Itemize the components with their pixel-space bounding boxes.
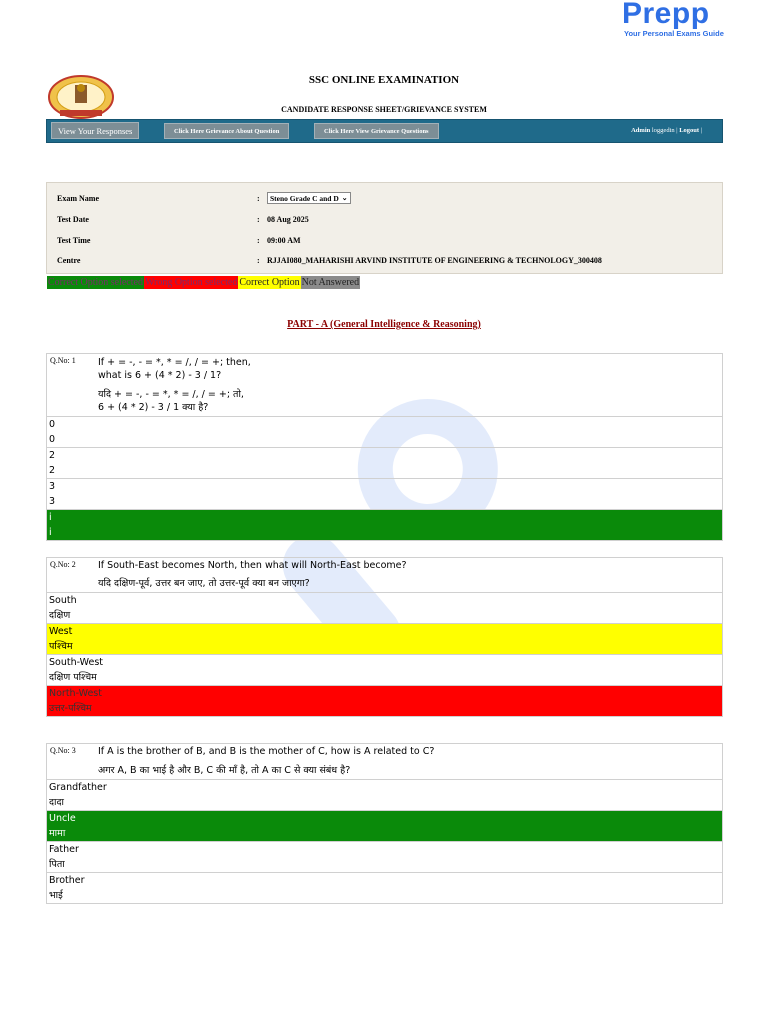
separator: |	[676, 127, 678, 134]
test-date-value: 08 Aug 2025	[267, 214, 309, 224]
colon: :	[257, 214, 260, 224]
test-time-value: 09:00 AM	[267, 235, 301, 245]
option-row[interactable]	[47, 873, 722, 903]
option-row-correct-selected[interactable]	[47, 811, 722, 842]
legend-not-answered: Not Answered	[301, 277, 360, 288]
option-text-en: 3	[49, 481, 56, 492]
option-text-en: Father	[49, 844, 79, 855]
question-header	[47, 558, 722, 593]
brand-tagline: Your Personal Exams Guide	[624, 29, 724, 38]
option-text-en: 2	[49, 450, 56, 461]
option-text-hi: 2	[49, 465, 56, 476]
grievance-about-question-button[interactable]: Click Here Grievance About Question	[164, 123, 289, 139]
option-text-en: i	[49, 512, 52, 523]
question-number: Q.No: 1	[50, 356, 76, 365]
nav-bar	[46, 119, 723, 143]
legend-wrong-selected: Wrong Option selected	[144, 277, 238, 288]
option-text-hi: 0	[49, 434, 56, 445]
question-block-1	[46, 353, 723, 541]
question-text-en: If A is the brother of B, and B is the mother of C, how is A related to C?	[98, 746, 435, 757]
question-header	[47, 354, 722, 417]
option-text-hi: दक्षिण	[49, 610, 71, 621]
option-row[interactable]	[47, 593, 722, 624]
option-row-wrong-selected[interactable]	[47, 686, 722, 716]
question-line: what is 6 + (4 * 2) - 3 / 1?	[98, 370, 222, 381]
colon: :	[257, 255, 260, 265]
option-text-hi: पिता	[49, 859, 65, 870]
option-row[interactable]	[47, 448, 722, 479]
test-date-label: Test Date	[57, 214, 89, 224]
view-grievance-questions-button[interactable]: Click Here View Grievance Questions	[314, 123, 439, 139]
option-text-en: West	[49, 626, 73, 637]
test-time-label: Test Time	[57, 235, 91, 245]
login-status	[631, 127, 702, 134]
option-text-en: Grandfather	[49, 782, 107, 793]
question-text-en	[98, 356, 251, 382]
logged-in-label: loggedin	[651, 127, 675, 134]
option-text-hi: मामा	[49, 828, 66, 839]
question-line: If + = -, - = *, * = /, / = +; then,	[98, 357, 251, 368]
question-text-en: If South-East becomes North, then what will North-East become?	[98, 560, 407, 571]
prepp-logo	[622, 0, 737, 40]
centre-value: RJJAI080_MAHARISHI ARVIND INSTITUTE OF ENGINEERING & TECHNOLOGY_300408	[267, 255, 602, 265]
question-number: Q.No: 3	[50, 746, 76, 755]
legend-correct-option: Correct Option	[239, 277, 300, 288]
option-text-en: Uncle	[49, 813, 76, 824]
section-title: PART - A (General Intelligence & Reasoning)	[287, 319, 481, 330]
option-text-hi: दक्षिण पश्चिम	[49, 672, 97, 683]
question-line: यदि + = -, - = *, * = /, / = +; तो,	[98, 389, 244, 400]
colon: :	[257, 193, 260, 203]
option-text-en: North-West	[49, 688, 102, 699]
centre-label: Centre	[57, 255, 81, 265]
question-line: 6 + (4 * 2) - 3 / 1 क्या है?	[98, 402, 209, 413]
option-row[interactable]	[47, 655, 722, 686]
test-time-row	[57, 230, 717, 250]
question-text-hi	[98, 388, 244, 414]
page-title: SSC ONLINE EXAMINATION	[308, 74, 460, 86]
test-date-row	[57, 209, 717, 229]
exam-name-value: Steno Grade C and D	[270, 193, 339, 203]
option-row[interactable]	[47, 842, 722, 873]
exam-name-select[interactable]	[267, 192, 351, 204]
option-text-hi: भाई	[49, 890, 63, 901]
option-row[interactable]	[47, 479, 722, 510]
legend-correct-selected: Correct Option selected	[48, 277, 143, 288]
exam-info-panel	[46, 182, 723, 274]
logout-link[interactable]: Logout	[679, 127, 700, 134]
page-subtitle: CANDIDATE RESPONSE SHEET/GRIEVANCE SYSTEM	[281, 105, 487, 114]
option-row[interactable]	[47, 780, 722, 811]
option-row-correct-option[interactable]	[47, 624, 722, 655]
chevron-down-icon: ⌄	[341, 194, 348, 202]
option-text-en: 0	[49, 419, 56, 430]
option-text-hi: दादा	[49, 797, 65, 808]
option-text-en: Brother	[49, 875, 85, 886]
question-text-hi: अगर A, B का भाई है और B, C की माँ है, तो A का C से क्या संबंध है?	[98, 765, 351, 776]
option-text-hi: i	[49, 527, 52, 538]
option-row-correct-selected[interactable]	[47, 510, 722, 540]
admin-label: Admin	[631, 127, 651, 134]
brand-wordmark: Prepp	[622, 0, 710, 30]
option-text-hi: 3	[49, 496, 56, 507]
exam-name-row	[57, 188, 717, 208]
question-header	[47, 744, 722, 780]
question-number: Q.No: 2	[50, 560, 76, 569]
option-text-en: South-West	[49, 657, 104, 668]
option-text-hi: पश्चिम	[49, 641, 73, 652]
colon: :	[257, 235, 260, 245]
view-responses-button[interactable]: View Your Responses	[51, 122, 139, 139]
centre-row	[57, 250, 717, 270]
option-row[interactable]	[47, 417, 722, 448]
exam-name-label: Exam Name	[57, 193, 99, 203]
answer-legend	[47, 276, 360, 289]
option-text-hi: उत्तर-पश्चिम	[49, 703, 92, 714]
question-block-2	[46, 557, 723, 717]
question-block-3	[46, 743, 723, 904]
option-text-en: South	[49, 595, 77, 606]
question-text-hi: यदि दक्षिण-पूर्व, उत्तर बन जाए, तो उत्तर-पूर्व क्या बन जाएगा?	[98, 578, 310, 589]
separator: |	[700, 127, 702, 134]
